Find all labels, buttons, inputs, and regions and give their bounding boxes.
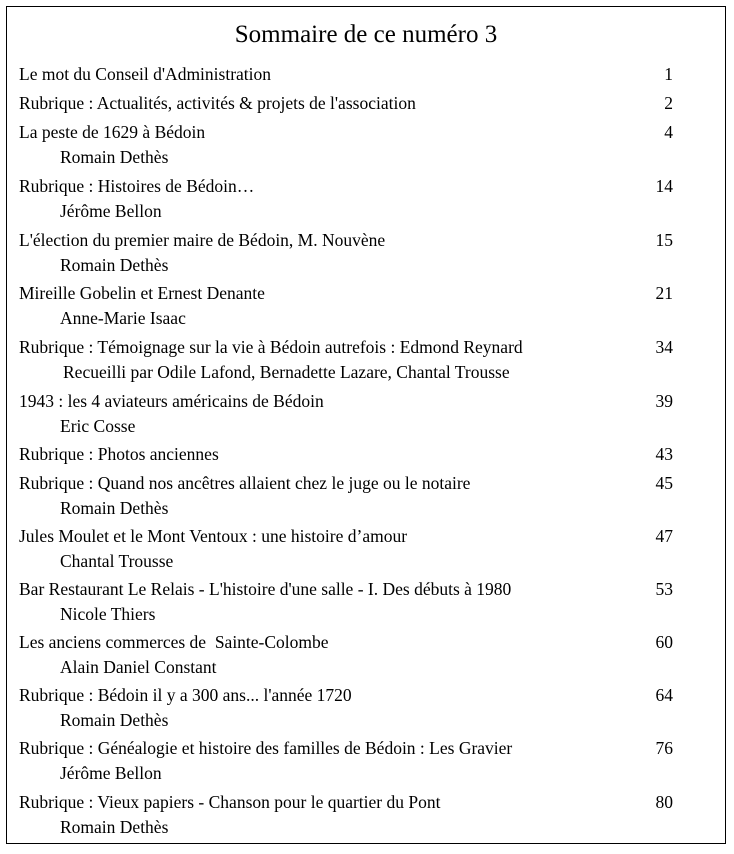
- entry-title: Rubrique : Quand nos ancêtres allaient chez le juge ou le notaire: [19, 473, 471, 493]
- entry-page: 80: [655, 792, 673, 812]
- entry-author: Romain Dethès: [60, 254, 169, 275]
- entry-title: Rubrique : Vieux papiers - Chanson pour le quartier du Pont: [19, 792, 441, 812]
- entry-title: Rubrique : Généalogie et histoire des familles de Bédoin : Les Gravier: [19, 738, 513, 758]
- entry-page: 60: [655, 632, 673, 652]
- entry-page: 1: [664, 64, 673, 84]
- entry-title: Mireille Gobelin et Ernest Denante: [19, 283, 265, 303]
- entry-author: Jérôme Bellon: [60, 762, 162, 783]
- toc-title: Sommaire de ce numéro 3: [234, 21, 498, 48]
- entry-title: Rubrique : Témoignage sur la vie à Bédoin autrefois : Edmond Reynard: [19, 337, 523, 357]
- toc-entry: [19, 120, 725, 169]
- entry-author: Romain Dethès: [60, 709, 169, 730]
- entry-page: 14: [655, 176, 673, 196]
- toc-entry: [19, 471, 725, 520]
- toc-entry: [19, 335, 725, 384]
- entry-title: Le mot du Conseil d'Administration: [19, 64, 272, 84]
- entry-page: 15: [655, 230, 673, 250]
- entry-author: Anne-Marie Isaac: [60, 307, 186, 328]
- entry-page: 43: [655, 444, 673, 464]
- entry-author: Jérôme Bellon: [60, 200, 162, 221]
- entry-title: 1943 : les 4 aviateurs américains de Bédoin: [19, 391, 324, 411]
- toc-entry: [19, 577, 725, 626]
- entry-page: 4: [664, 122, 673, 142]
- toc-entry: [19, 630, 725, 679]
- toc-entry: [19, 524, 725, 573]
- entry-page: 39: [655, 391, 673, 411]
- entry-page: 76: [655, 738, 673, 758]
- entry-page: 34: [655, 337, 673, 357]
- toc-entry: [19, 683, 725, 732]
- entry-author: Recueilli par Odile Lafond, Bernadette Lazare, Chantal Trousse: [63, 361, 510, 382]
- entry-title: La peste de 1629 à Bédoin: [19, 122, 206, 142]
- entry-title: Rubrique : Photos anciennes: [19, 444, 219, 464]
- entry-page: 2: [664, 93, 673, 113]
- toc-entry: [19, 442, 725, 467]
- entry-author: Eric Cosse: [60, 415, 136, 436]
- toc-entry: [19, 736, 725, 785]
- entry-page: 64: [655, 685, 673, 705]
- entry-title: Rubrique : Bédoin il y a 300 ans... l'année 1720: [19, 685, 352, 705]
- toc-entry: [19, 174, 725, 223]
- entry-title: Rubrique : Actualités, activités & projets de l'association: [19, 93, 416, 113]
- entry-page: 21: [655, 283, 673, 303]
- entry-author: Romain Dethès: [60, 497, 169, 518]
- entry-author: Chantal Trousse: [60, 550, 174, 571]
- entry-page: 47: [655, 526, 673, 546]
- entry-page: 45: [655, 473, 673, 493]
- entry-page: 53: [655, 579, 673, 599]
- toc-entry: [19, 62, 725, 87]
- entry-title: Bar Restaurant Le Relais - L'histoire d'une salle - I. Des débuts à 1980: [19, 579, 512, 599]
- toc-entry: [19, 790, 725, 839]
- entry-title: Jules Moulet et le Mont Ventoux : une histoire d’amour: [19, 526, 408, 546]
- entry-title: Les anciens commerces de Sainte-Colombe: [19, 632, 329, 652]
- toc-entry: [19, 91, 725, 116]
- toc-frame: [6, 6, 726, 844]
- entry-author: Alain Daniel Constant: [60, 656, 217, 677]
- toc-entry: [19, 228, 725, 277]
- entry-title: Rubrique : Histoires de Bédoin…: [19, 176, 255, 196]
- entry-author: Nicole Thiers: [60, 603, 156, 624]
- entry-author: Romain Dethès: [60, 146, 169, 167]
- toc-entry: [19, 281, 725, 330]
- entry-author: Romain Dethès: [60, 816, 169, 837]
- entry-title: L'élection du premier maire de Bédoin, M. Nouvène: [19, 230, 386, 250]
- toc-entry: [19, 389, 725, 438]
